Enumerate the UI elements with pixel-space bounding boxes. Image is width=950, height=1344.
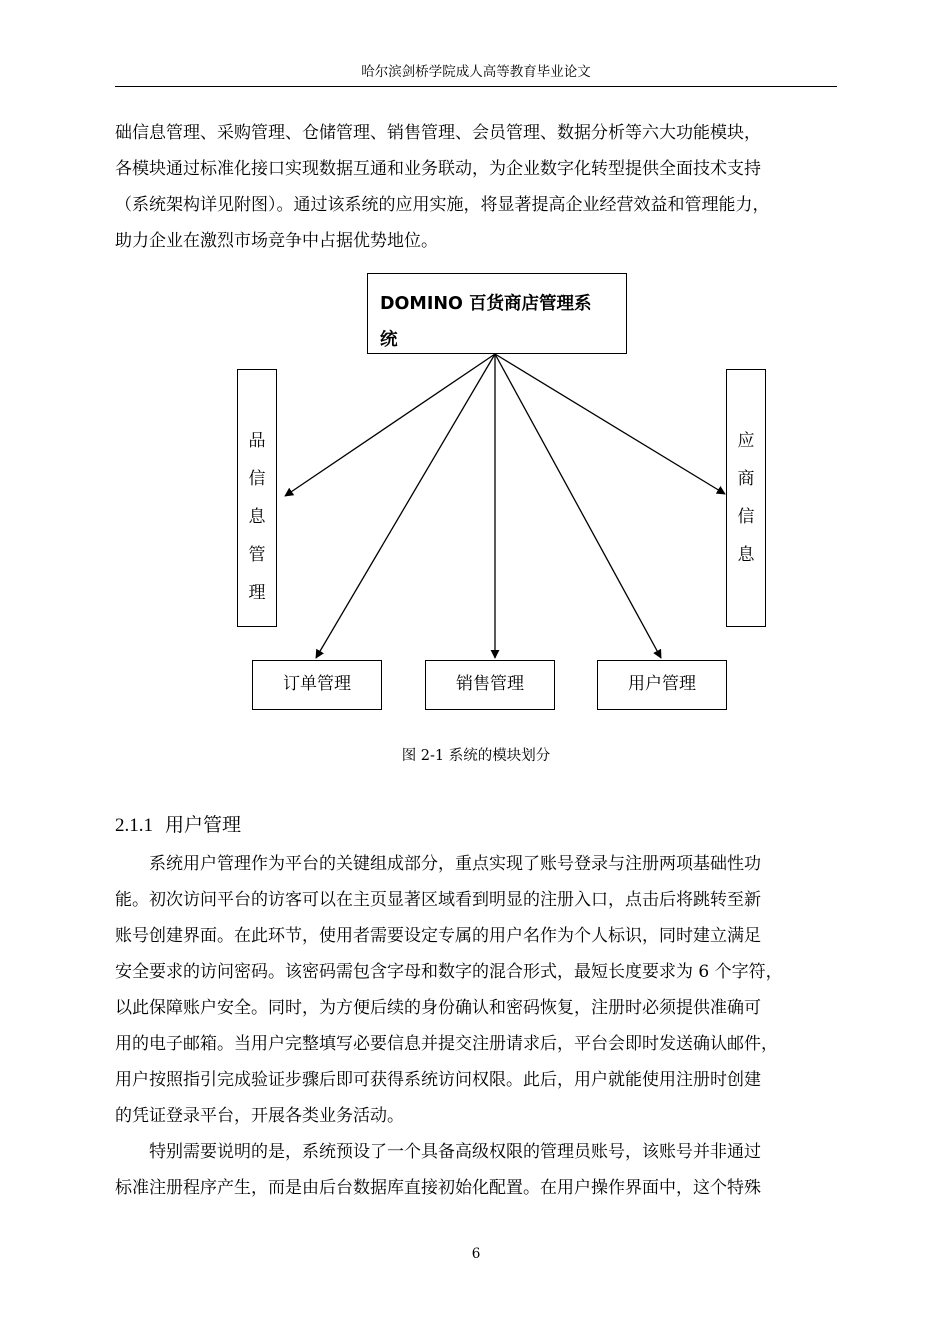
section-title-text: 用户管理 [165, 814, 242, 836]
box-char: 理 [248, 583, 266, 603]
root-box-line2: 统 [380, 330, 398, 350]
arrow-to-right-box [495, 354, 725, 494]
text-line: 账号创建界面。在此环节，使用者需要设定专属的用户名作为个人标识，同时建立满足 [115, 926, 761, 946]
box-char: 商 [737, 469, 755, 489]
text-line: 用的电子邮箱。当用户完整填写必要信息并提交注册请求后，平台会即时发送确认邮件， [115, 1034, 778, 1054]
box-char: 息 [737, 545, 755, 565]
text-line: （系统架构详见附图）。通过该系统的应用实施，将显著提高企业经营效益和管理能力， [115, 195, 770, 215]
arrow-to-left-box [285, 354, 495, 496]
text-line: 以此保障账户安全。同时，为方便后续的身份确认和密码恢复，注册时必须提供准确可 [115, 998, 761, 1018]
box-char: 信 [248, 469, 266, 489]
body-paragraphs [115, 846, 837, 1206]
box-char: 信 [737, 507, 755, 527]
text-line: 各模块通过标准化接口实现数据互通和业务联动，为企业数字化转型提供全面技术支持 [115, 159, 761, 179]
text-line: 用户按照指引完成验证步骤后即可获得系统访问权限。此后，用户就能使用注册时创建 [115, 1070, 761, 1090]
arrow-to-order-box [316, 354, 495, 658]
page-number: 6 [471, 1246, 481, 1262]
sales-management-box: 销售管理 [425, 660, 555, 710]
box-char: 品 [248, 431, 266, 451]
text-line: 特别需要说明的是，系统预设了一个具备高级权限的管理员账号，该账号并非通过 [115, 1142, 761, 1162]
text-line: 的凭证登录平台，开展各类业务活动。 [115, 1106, 404, 1126]
user-management-box: 用户管理 [597, 660, 727, 710]
text-line: 能。初次访问平台的访客可以在主页显著区域看到明显的注册入口，点击后将跳转至新 [115, 890, 761, 910]
text-line: 助力企业在激烈市场竞争中占据优势地位。 [115, 231, 438, 251]
section-heading [115, 808, 241, 843]
section-number: 2.1.1 [115, 815, 153, 836]
box-char: 应 [737, 431, 755, 451]
text-line: 安全要求的访问密码。该密码需包含字母和数字的混合形式，最短长度要求为 6 个字符， [115, 962, 783, 982]
text-line: 础信息管理、采购管理、仓储管理、销售管理、会员管理、数据分析等六大功能模块， [115, 123, 761, 143]
text-line: 系统用户管理作为平台的关键组成部分，重点实现了账号登录与注册两项基础性功 [115, 854, 761, 874]
box-char: 管 [248, 545, 266, 565]
figure-caption: 图 2-1 系统的模块划分 [401, 748, 551, 764]
product-info-box [237, 369, 277, 627]
running-header: 哈尔滨剑桥学院成人高等教育毕业论文 [361, 64, 591, 80]
system-root-box [367, 273, 627, 354]
supplier-info-box [726, 369, 766, 627]
box-char: 息 [248, 507, 266, 527]
root-box-line1: DOMINO 百货商店管理系 [380, 294, 592, 314]
order-management-box: 订单管理 [252, 660, 382, 710]
arrow-to-user-box [495, 354, 661, 658]
text-line: 标准注册程序产生，而是由后台数据库直接初始化配置。在用户操作界面中，这个特殊 [115, 1178, 761, 1198]
